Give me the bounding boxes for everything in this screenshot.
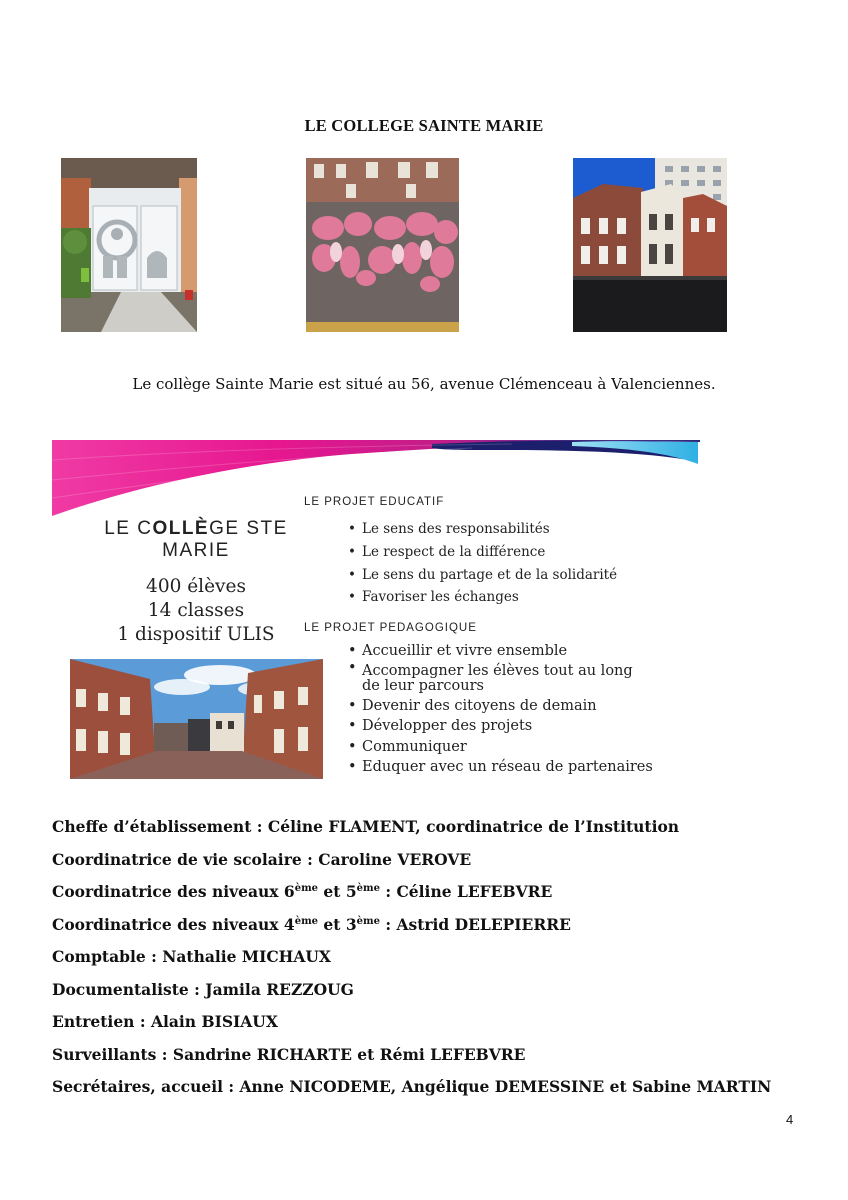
students-courtyard-aerial-photo [306, 158, 459, 332]
projet-educatif-list [348, 518, 678, 609]
staff-line [52, 911, 832, 944]
list-item: • Eduquer avec un réseau de partenaires [348, 757, 678, 777]
staff-line: Cheffe d’établissement : Céline FLAMENT, coordinatrice de l’Institution [52, 817, 680, 836]
list-item: • Accueillir et vivre ensemble [348, 641, 678, 661]
superscript: ème [356, 883, 380, 894]
staff-line: Coordinatrice de vie scolaire : Caroline VEROVE [52, 849, 472, 869]
list-item: • Le sens des responsabilités [348, 518, 678, 541]
school-address: Le collège Sainte Marie est situé au 56, avenue Clémenceau à Valenciennes. [132, 375, 716, 393]
page-title: LE COLLEGE SAINTE MARIE [304, 116, 544, 135]
staff-line: Secrétaires, accueil : Anne NICODEME, Angélique DEMESSINE et Sabine MARTIN [52, 1077, 772, 1096]
superscript: ème [294, 915, 319, 927]
list-item: • Devenir des citoyens de demain [348, 696, 678, 716]
name-part: GE STE [209, 518, 288, 539]
college-name-heading [62, 518, 330, 562]
staff-line: Entretien : Alain BISIAUX [52, 1012, 278, 1031]
text-part: : Céline LEFEBVRE [379, 882, 553, 901]
list-item: • Favoriser les échanges [348, 586, 678, 609]
staff-line: Comptable : Nathalie MICHAUX [52, 947, 331, 966]
text-part: : Astrid DELEPIERRE [379, 914, 571, 934]
stat-ulis: 1 dispositif ULIS [117, 624, 275, 645]
list-item: • Développer des projets [348, 716, 678, 736]
page-number: 4 [786, 1112, 794, 1127]
name-part-bold: OLLÈ [152, 518, 210, 539]
entrance-door-photo [61, 158, 197, 332]
staff-line: Documentaliste : Jamila REZZOUG [52, 979, 354, 999]
staff-list [52, 813, 832, 1106]
list-item: • Le respect de la différence [348, 541, 678, 564]
list-item: • Accompagner les élèves tout au long de leur parcours [348, 661, 652, 696]
staff-line: Surveillants : Sandrine RICHARTE et Rémi LEFEBVRE [52, 1044, 526, 1064]
college-stats [62, 575, 330, 647]
list-item: • Le sens du partage et de la solidarité [348, 564, 678, 587]
courtyard-panorama-photo [70, 659, 323, 779]
list-item: • Communiquer [348, 737, 678, 757]
name-line-2: MARIE [162, 540, 230, 561]
name-part: LE C [104, 518, 153, 539]
stat-classes: 14 classes [147, 600, 245, 621]
projet-educatif-title: LE PROJET EDUCATIF [304, 496, 445, 508]
superscript: ème [294, 883, 319, 894]
staff-line [52, 878, 832, 911]
text-part: Coordinatrice des niveaux 4 [52, 914, 295, 934]
text-part: Coordinatrice des niveaux 6 [52, 882, 295, 901]
text-part: et 3 [318, 914, 357, 934]
stat-students: 400 élèves [146, 576, 246, 597]
poster-banner-swoosh [52, 440, 700, 520]
superscript: ème [356, 915, 380, 927]
projet-pedagogique-title: LE PROJET PEDAGOGIQUE [304, 622, 477, 634]
text-part: et 5 [318, 882, 357, 901]
projet-pedagogique-list [348, 641, 678, 777]
school-building-photo [573, 158, 727, 332]
